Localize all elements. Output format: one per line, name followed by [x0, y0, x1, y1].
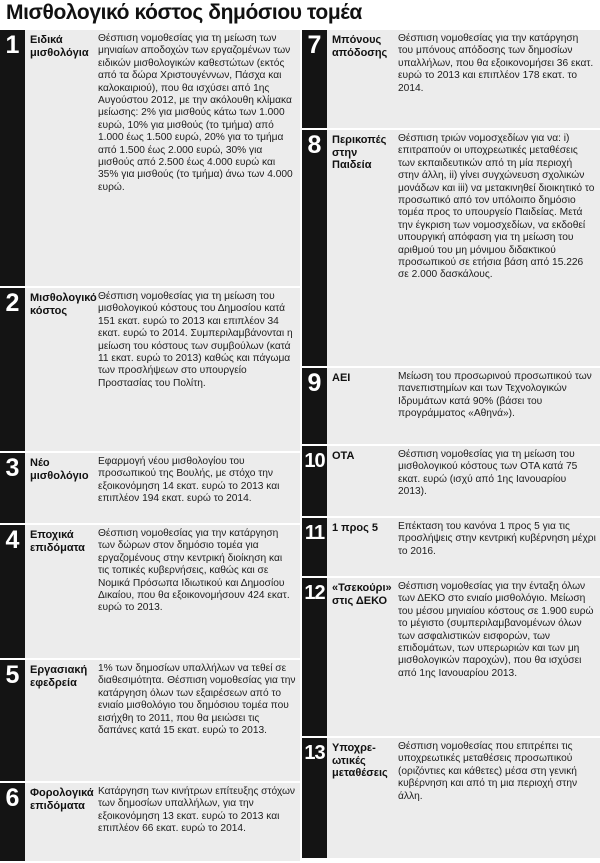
- item-label: Μισθολογικό κόστος: [30, 292, 97, 317]
- item-label: Ειδικά μισθολόγια: [30, 34, 89, 59]
- item-text: Θέσπιση νομοθεσίας για την κατάργηση του μπόνους απόδοσης των δημοσίων υπαλλήλων, που θα εξοικονομήσει 36 εκατ. ευρώ το 2013 και επιπλέον 178 εκατ. το 2014.: [398, 33, 594, 94]
- item-label: Περικοπές στην Παιδεία: [332, 134, 387, 171]
- item-label: Νέο μισθολόγιο: [30, 457, 89, 482]
- item-label: Φορολογικά επιδόματα: [30, 787, 94, 812]
- item-3: [0, 453, 300, 525]
- article-title: Μισθολογικό κόστος δημόσιου τομέα: [6, 1, 362, 24]
- item-text: Επέκταση του κανόνα 1 προς 5 για τις προσλήψεις στην κεντρική κυβέρνηση μέχρι το 2016.: [398, 521, 596, 557]
- item-10: [302, 446, 600, 518]
- item-number: 8: [302, 130, 327, 366]
- item-5: [0, 660, 300, 783]
- item-label: Εργασιακή εφεδρεία: [30, 664, 88, 689]
- item-text: Κατάργηση των κινήτρων επίτευξης στόχων των δημοσίων υπαλλήλων, για την εξοικονόμηση 13 εκατ. ευρώ το 2013 και επιπλέον 66 εκατ. ευρώ το 2014.: [98, 786, 296, 835]
- item-number: 10: [302, 446, 327, 516]
- left-column: [0, 30, 300, 863]
- item-text: Εφαρμογή νέου μισθολογίου του προσωπικού της Βουλής, με στόχο την εξοικονόμηση 14 εκατ. ευρώ το 2013 και επιπλέον 194 εκατ. ευρώ το 2014.: [98, 456, 280, 505]
- item-text: Θέσπιση νομοθεσίας για την ένταξη όλων των ΔΕΚΟ στο ενιαίο μισθολόγιο. Μείωση του μέσου μηνιαίου κόστους σε 1.900 ευρώ το μέγιστο (συμπεριλαμβανομένων όλων των ασφαλιστικών εισφορών, των επιδομάτων, των υπερωριών και των μη μισθολογικών παροχών), που θα ισχύσει από 1ης Ιανουαρίου 2013.: [398, 581, 594, 679]
- item-label: «Τσεκούρι» στις ΔΕΚΟ: [332, 582, 392, 607]
- item-text: Θέσπιση νομοθεσίας για την κατάργηση των δώρων στον δημόσιο τομέα για εργαζομένους στην κεντρική διοίκηση και τις τοπικές κυβερνήσεις, καθώς και σε Νομικά Πρόσωπα Ιδιωτικού και Δημοσίου Δικαίου, που θα εξοικονομήσουν 424 εκατ. ευρώ το 2013.: [98, 528, 290, 614]
- item-text: Μείωση του προσωρινού προσωπικού των πανεπιστημίων και των Τεχνολογικών Ιδρυμάτων κατά 90% (βάσει του προγράμματος «Αθηνά»).: [398, 371, 592, 420]
- item-label: Εποχικά επιδόματα: [30, 529, 85, 554]
- item-number: 2: [0, 288, 25, 451]
- item-text: Θέσπιση τριών νομοσχεδίων για να: i) επιτραπούν οι υποχρεωτικές μεταθέσεις των εκπαιδευτικών από τη μία περιοχή στην άλλη, ii) γίνει συγχώνευση σχολικών μονάδων και iii) να μετακινηθεί διοικητικό το προσωπικό από τον υπόλοιπο δημόσιο τομέα προς το υπουργείο Παιδείας. Μετά την έγκριση των νομοσχεδίων, να εκδοθεί υπουργική απόφαση για τη μείωση του αριθμού του μη μόνιμου διδακτικού προσωπικού σε ετήσια βάση από 15.226 σε 2.000 δασκάλους.: [398, 133, 595, 281]
- item-number: 6: [0, 783, 25, 861]
- item-number: 1: [0, 30, 25, 286]
- item-text: Θέσπιση νομοθεσίας για τη μείωση του μισθολογικού κόστους του Δημοσίου κατά 151 εκατ. ευρώ το 2013 και επιπλέον 34 εκατ. ευρώ το 2014. Συμπεριλαμβάνονται η μείωση του κόστους των συμβούλων (κατά 11 εκατ. ευρώ το 2013) καθώς και πάγωμα των προσλήψεων στο υπουργείο Προστασίας του Πολίτη.: [98, 291, 293, 389]
- item-1: [0, 30, 300, 288]
- item-text: 1% των δημοσίων υπαλλήλων να τεθεί σε διαθεσιμότητα. Θέσπιση νομοθεσίας για την κατάργηση όλων των εξαιρέσεων από το ενιαίο μισθολόγιο του δημόσιου τομέα που εισήχθη το 2011, που θα μειώσει τις δαπάνες κατά 15 εκατ. ευρώ το 2013.: [98, 663, 296, 737]
- item-12: [302, 578, 600, 738]
- item-number: 11: [302, 518, 327, 576]
- item-number: 13: [302, 738, 327, 858]
- item-label: Υποχρε-ωτικές μεταθέσεις: [332, 742, 388, 779]
- item-number: 9: [302, 368, 327, 444]
- item-text: Θέσπιση νομοθεσίας για τη μείωση των μηνιαίων αποδοχών των εργαζομένων των ειδικών μισθολογικών καθεστώτων (εκτός από τα δώρα Χριστουγέννων, Πάσχα και καλοκαιριού), που θα ισχύσει από 1ης Αυγούστου 2012, με την ακόλουθη κλίμακα μείωσης: 2% για μισθούς κάτω των 1.000 ευρώ, 10% για μισθούς (το τμήμα) από 1.000 έως 1.500 ευρώ, 20% για το τμήμα από 1.500 έως 2.000 ευρώ, 30% για μισθούς από 2.500 έως 4.000 ευρώ και 35% για μισθούς (το τμήμα) άνω των 4.000 ευρώ.: [98, 33, 293, 193]
- item-9: [302, 368, 600, 446]
- item-text: Θέσπιση νομοθεσίας που επιτρέπει τις υποχρεωτικές μεταθέσεις προσωπικού (οριζόντιες και κάθετες) μέσα στη γενική κυβέρνηση και από τη μια περιοχή στην άλλη.: [398, 741, 578, 802]
- item-label: Μπόνους απόδοσης: [332, 34, 388, 59]
- item-label: ΑΕΙ: [332, 372, 351, 384]
- item-number: 4: [0, 525, 25, 658]
- item-6: [0, 783, 300, 863]
- item-number: 7: [302, 30, 327, 128]
- item-number: 12: [302, 578, 327, 736]
- item-8: [302, 130, 600, 368]
- item-11: [302, 518, 600, 578]
- item-label: 1 προς 5: [332, 522, 379, 534]
- item-2: [0, 288, 300, 453]
- item-text: Θέσπιση νομοθεσίας για τη μείωση του μισθολογικού κόστους των ΟΤΑ κατά 75 εκατ. ευρώ (ισχύ από 1ης Ιανουαρίου 2013).: [398, 449, 578, 498]
- item-number: 3: [0, 453, 25, 523]
- item-label: ΟΤΑ: [332, 450, 355, 462]
- item-7: [302, 30, 600, 130]
- item-4: [0, 525, 300, 660]
- item-number: 5: [0, 660, 25, 781]
- item-13: [302, 738, 600, 860]
- right-column: [302, 30, 600, 860]
